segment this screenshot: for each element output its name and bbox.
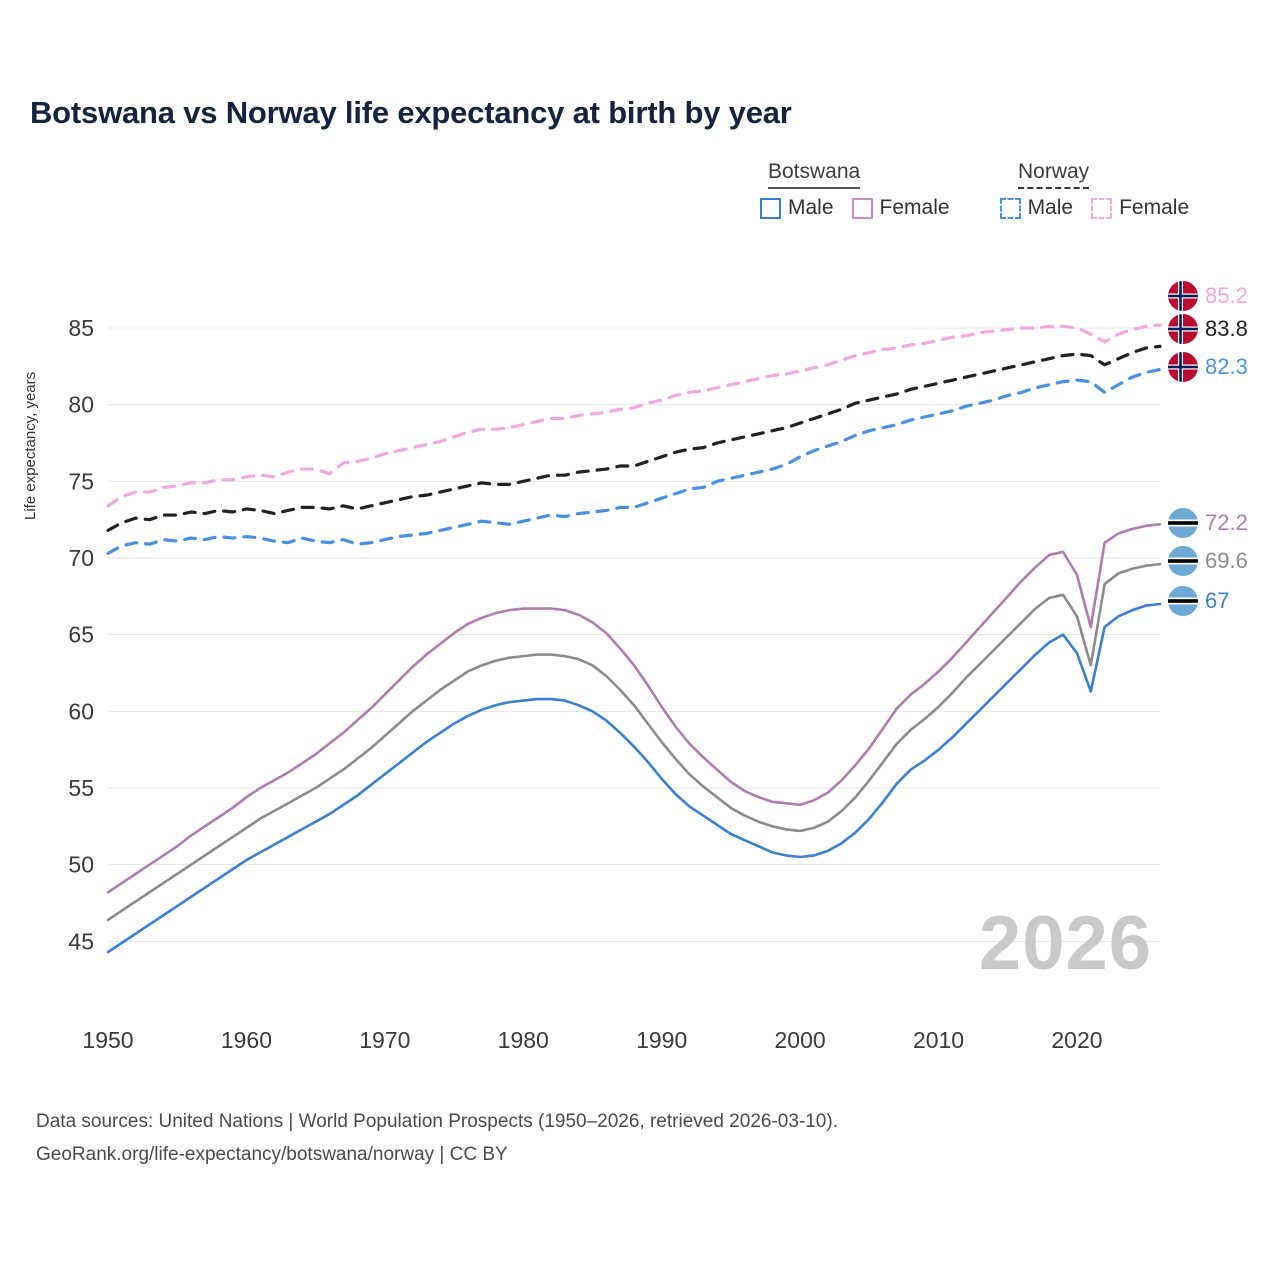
y-axis-title: Life expectancy, years <box>22 371 39 520</box>
page-title: Botswana vs Norway life expectancy at birth by year <box>30 95 792 130</box>
end-label-norway-male <box>1168 352 1248 382</box>
end-label-value: 83.8 <box>1205 316 1248 341</box>
svg-text:1950: 1950 <box>82 1027 134 1050</box>
svg-text:1960: 1960 <box>220 1027 273 1050</box>
series-line <box>108 369 1160 553</box>
legend-label: Male <box>788 196 834 219</box>
chart-legend <box>760 160 1260 240</box>
x-tick-labels <box>82 1027 1102 1050</box>
svg-text:75: 75 <box>68 468 94 495</box>
footer-line-attribution: GeoRank.org/life-expectancy/botswana/norway | CC BY <box>36 1144 508 1165</box>
svg-text:45: 45 <box>68 928 94 955</box>
end-label-norway-both <box>1168 314 1248 344</box>
series-lines <box>108 325 1160 952</box>
legend-group-botswana: Botswana <box>768 160 860 189</box>
end-label-value: 82.3 <box>1205 354 1248 379</box>
svg-text:2020: 2020 <box>1051 1027 1103 1050</box>
svg-text:1980: 1980 <box>497 1027 549 1050</box>
svg-text:1970: 1970 <box>359 1027 411 1050</box>
series-line <box>108 524 1160 892</box>
end-label-botswana-female <box>1168 508 1248 538</box>
norway-flag-icon <box>1168 314 1198 344</box>
svg-text:50: 50 <box>68 851 94 878</box>
svg-text:65: 65 <box>68 621 94 648</box>
botswana-flag-icon <box>1168 508 1198 538</box>
legend-item-botswana-female[interactable] <box>852 196 950 220</box>
botswana-flag-icon <box>1168 586 1198 616</box>
end-label-value: 67 <box>1205 588 1230 613</box>
end-label-value: 69.6 <box>1205 548 1248 573</box>
legend-item-norway-female[interactable] <box>1091 196 1189 220</box>
svg-text:55: 55 <box>68 775 94 801</box>
end-label-value: 72.2 <box>1205 510 1248 535</box>
end-label-botswana-both <box>1168 546 1248 576</box>
svg-text:1990: 1990 <box>636 1027 688 1050</box>
legend-item-botswana-male[interactable] <box>760 196 834 220</box>
legend-label: Female <box>1119 196 1190 219</box>
legend-swatch-icon <box>1091 198 1112 219</box>
legend-swatch-icon <box>760 198 781 219</box>
norway-flag-icon <box>1168 281 1198 311</box>
legend-group-norway: Norway <box>1018 160 1089 189</box>
botswana-flag-icon <box>1168 546 1198 576</box>
footer-line-sources: Data sources: United Nations | World Population Prospects (1950–2026, retrieved 2026-03-10). <box>36 1111 838 1132</box>
y-tick-labels <box>68 315 94 954</box>
series-line <box>108 325 1160 506</box>
svg-text:2010: 2010 <box>912 1027 965 1050</box>
norway-flag-icon <box>1168 352 1198 382</box>
svg-text:80: 80 <box>68 391 94 418</box>
svg-text:70: 70 <box>68 545 94 571</box>
series-line <box>108 346 1160 530</box>
legend-label: Female <box>879 196 950 219</box>
series-line <box>108 564 1160 920</box>
svg-text:60: 60 <box>68 698 94 725</box>
footer <box>36 1105 838 1171</box>
svg-text:85: 85 <box>68 315 94 341</box>
end-label-botswana-male <box>1168 586 1229 616</box>
year-badge: 2026 <box>978 901 1152 986</box>
legend-swatch-icon <box>1000 198 1021 219</box>
legend-label: Male <box>1027 196 1074 219</box>
svg-text:2000: 2000 <box>774 1027 826 1050</box>
end-label-norway-female <box>1168 281 1248 311</box>
legend-item-norway-male[interactable] <box>1000 196 1074 220</box>
end-label-value: 85.2 <box>1205 283 1248 308</box>
legend-swatch-icon <box>852 198 873 219</box>
